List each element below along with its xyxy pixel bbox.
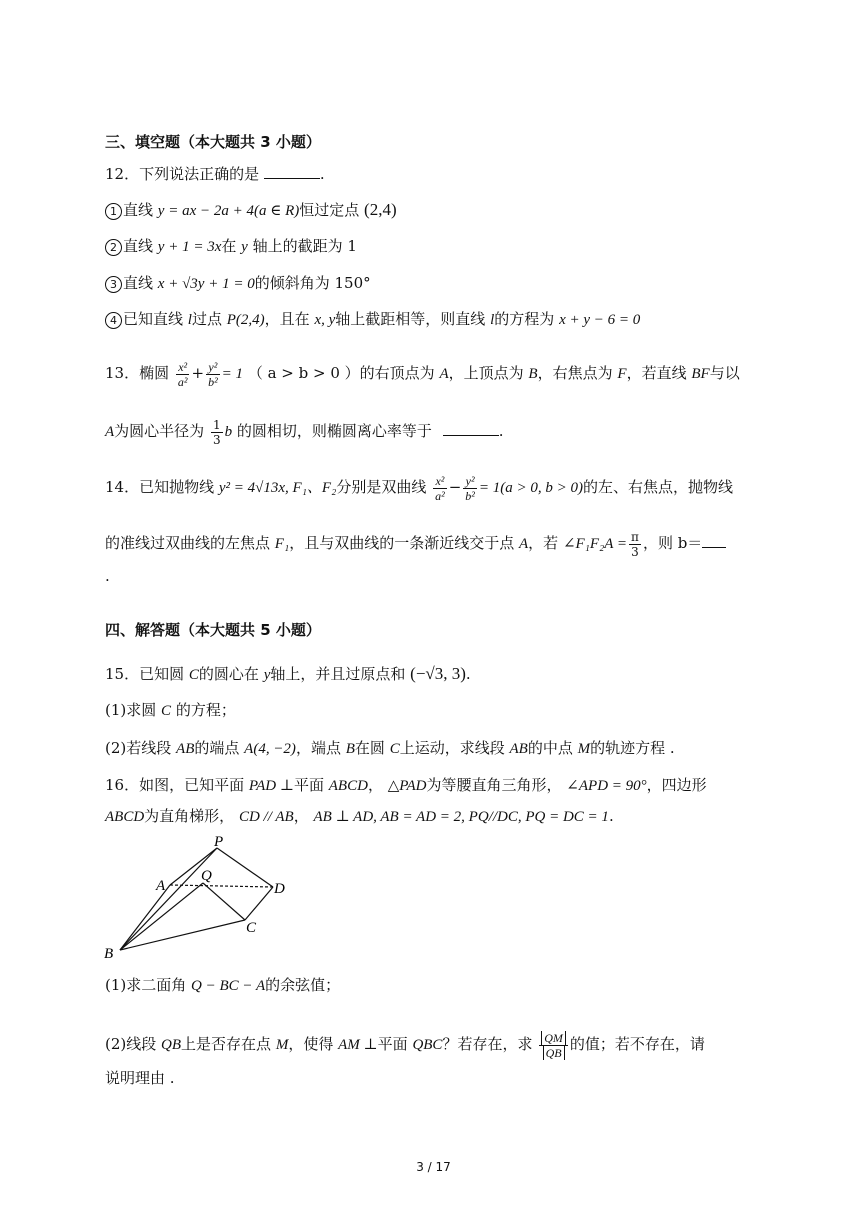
q12-item-3: 3 直线 x + √3y + 1 = 0的倾斜角为 150° xyxy=(105,273,371,294)
page-number: 3 / 17 xyxy=(416,1160,451,1174)
edge-AD-hidden xyxy=(170,885,273,887)
label-P: P xyxy=(214,834,224,850)
q16-line-2: ABCD为直角梯形， CD // AB， AB ⊥ AD, AB = AD = 2, PQ//DC, PQ = DC = 1. xyxy=(105,807,614,825)
q16-part-2: (2)线段 QB上是否存在点 M，使得 AM ⊥平面 QBC？若存在，求 $\frac{QM}{QB}$ 的值；若不存在，请 xyxy=(105,1030,705,1060)
q12-item-4: 4 已知直线 l过点 P(2,4)，且在 x, y轴上截距相等，则直线 l的方程为 x + y − 6 = 0 xyxy=(105,309,640,330)
geometry-figure xyxy=(100,832,300,967)
q14-line-2: 的准线过双曲线的左焦点 F₁，且与双曲线的一条渐近线交于点 A，若 ∠F₁F₂A = $\frac{\pi}{3}$ ，则 b＝ xyxy=(105,522,726,564)
section-3-title: 三、填空题（本大题共 3 小题） xyxy=(105,133,321,151)
q12-stem: 12．下列说法正确的是 . xyxy=(105,165,325,183)
label-C: C xyxy=(246,920,257,936)
q13-line-2: A为圆心半径为 $\frac{1}{3}$ b 的圆相切，则椭圆离心率等于 . xyxy=(105,417,504,447)
q14-line-1: 14．已知抛物线 y² = 4√13x, F₁、F₂分别是双曲线 $\frac{\text{x²}}{\text{a²}}$ − $\frac{\text{y²}}{\text{b²}}$ = 1(a > 0, b > 0)的左、右焦点，抛物线 xyxy=(105,473,734,503)
q13-line-1: 13．椭圆 $\frac{\text{x²}}{\text{a²}}$ + $\frac{\text{y²}}{\text{b²}}$ = 1 （ a > b > 0 ）的右顶点为 A，上顶点为 B，右焦点为 F，若直线 BF与以 xyxy=(105,359,740,389)
edge-PB xyxy=(120,848,217,950)
q12-item-2: 2 直线 y + 1 = 3x在 y 轴上的截距为 1 xyxy=(105,236,357,257)
q16-part-2-cont: 说明理由 . xyxy=(105,1069,175,1087)
q15-line-1: 15．已知圆 C的圆心在 y轴上，并且过原点和 (−√3, 3). xyxy=(105,664,471,683)
label-Q: Q xyxy=(201,868,212,884)
section-4-title: 四、解答题（本大题共 5 小题） xyxy=(105,621,321,639)
q12-item-1: 1 直线 y = ax − 2a + 4(a ∈ R)恒过定点 (2,4) xyxy=(105,200,397,221)
edge-QC xyxy=(203,883,245,920)
edge-PD xyxy=(217,848,273,887)
label-B: B xyxy=(104,946,114,962)
label-D: D xyxy=(274,881,285,897)
q15-part-2: (2)若线段 AB的端点 A(4, −2)，端点 B在圆 C上运动，求线段 AB的中点 M的轨迹方程 . xyxy=(105,739,675,757)
answer-blank xyxy=(702,533,726,548)
label-A: A xyxy=(156,878,166,894)
edge-DC xyxy=(245,887,273,920)
answer-blank xyxy=(443,421,499,436)
q14-end: . xyxy=(105,567,110,585)
q15-part-1: (1)求圆 C 的方程； xyxy=(105,701,236,719)
q16-line-1: 16．如图，已知平面 PAD ⊥平面 ABCD， △PAD为等腰直角三角形， ∠APD = 90°，四边形 xyxy=(105,776,707,794)
answer-blank xyxy=(264,164,320,179)
q16-part-1: (1)求二面角 Q − BC − A的余弦值； xyxy=(105,976,341,994)
